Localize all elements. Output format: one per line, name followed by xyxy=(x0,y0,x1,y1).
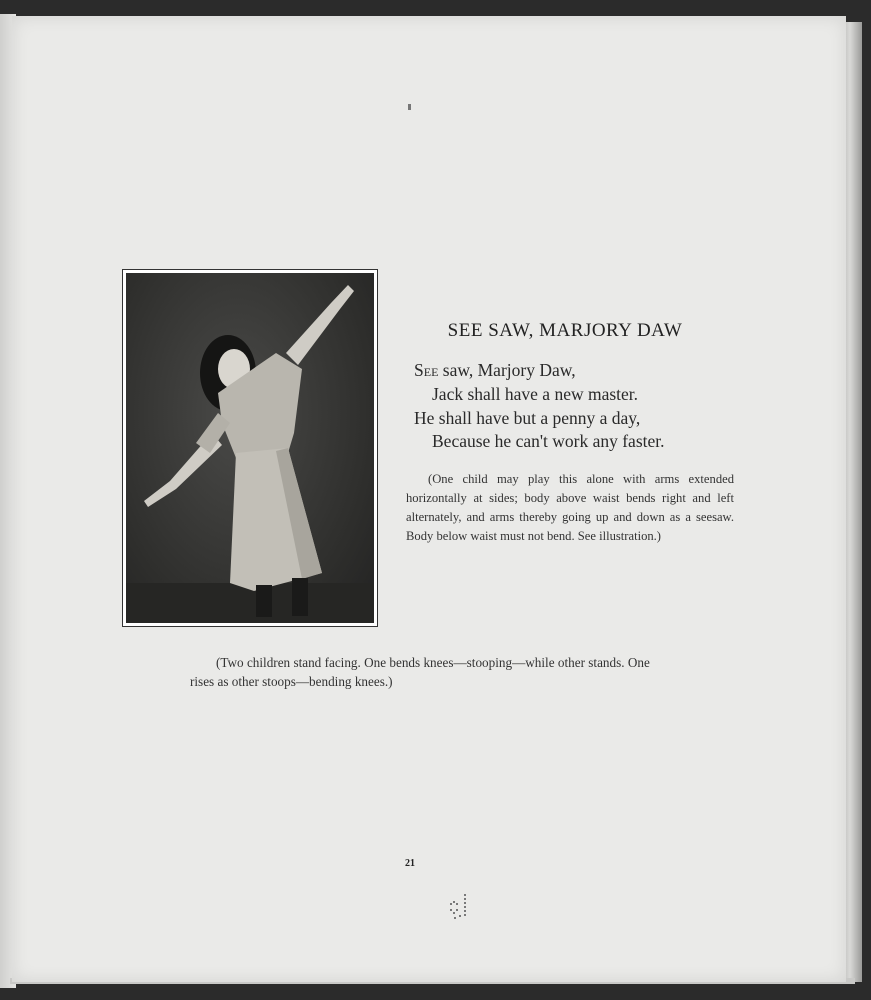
verse-line-2: Jack shall have a new master. xyxy=(432,384,639,404)
photo-frame xyxy=(122,269,378,627)
girl-figure-illustration xyxy=(126,273,374,623)
verse-line-1-rest: saw, Marjory Daw, xyxy=(438,360,576,380)
verse-line-1 xyxy=(414,360,576,381)
page-mark xyxy=(408,104,411,110)
page-number: 21 xyxy=(405,858,415,869)
play-instructions: (One child may play this alone with arms extended horizontally at sides; body above waist bends right and left alternately, and arms thereby going up and down as a seesaw. Body below waist must not bend. See illustration.) xyxy=(406,472,734,543)
verse-line-3: He shall have but a penny a day, xyxy=(414,408,641,428)
verse-line-4: Because he can't work any faster. xyxy=(432,431,665,451)
verse-line-1-lead: See xyxy=(414,360,439,380)
girl-photograph xyxy=(126,273,374,623)
photo-caption: (Two children stand facing. One bends knees—stooping—while other stands. One rises as other stoops—bending knees.) xyxy=(190,655,650,689)
perforation-stamp-icon xyxy=(447,892,473,922)
poem-title: SEE SAW, MARJORY DAW xyxy=(447,320,683,341)
